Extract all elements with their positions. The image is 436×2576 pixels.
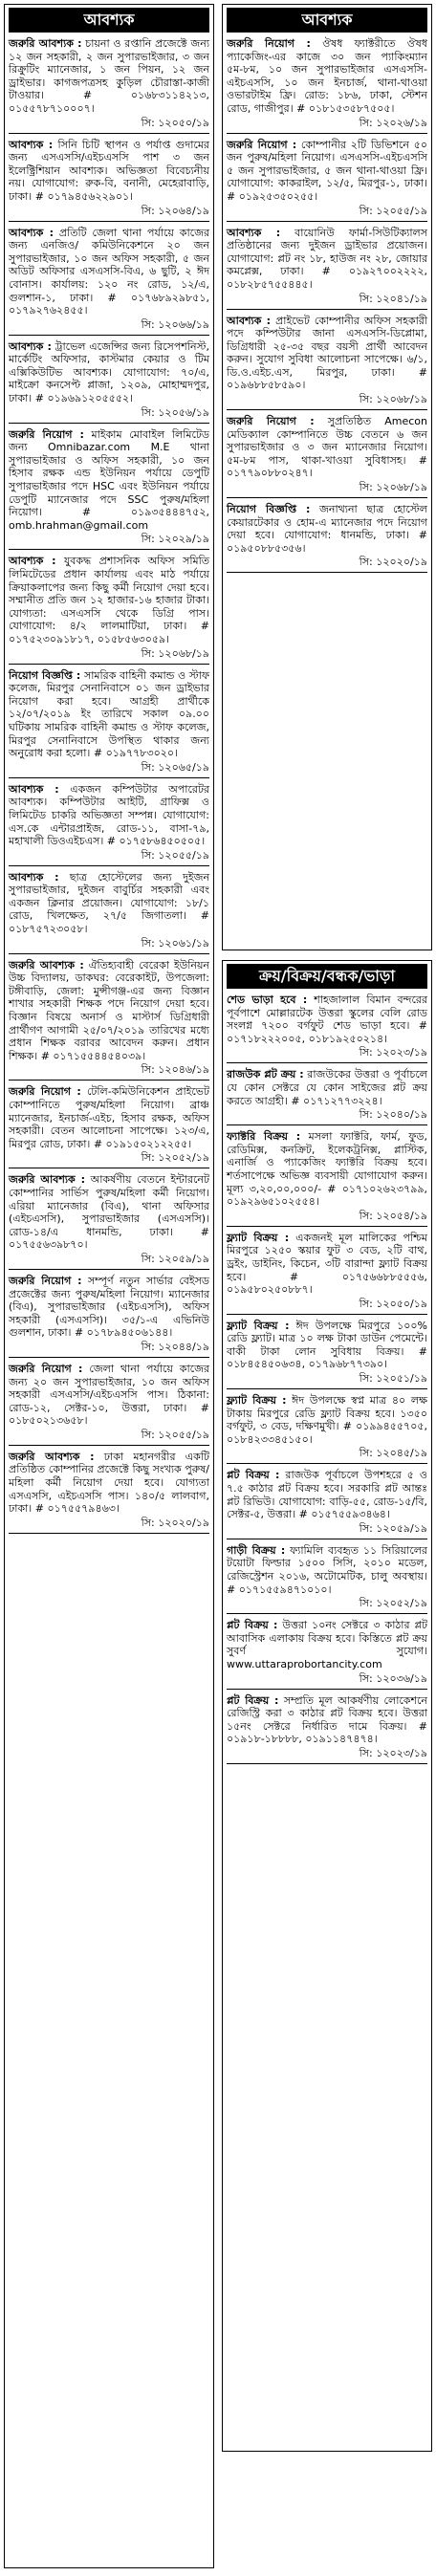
ad-reference-code: সি: ১২০২৩/১৯ <box>359 1746 427 1759</box>
ad-reference-code: সি: ১২০৫৫/১৯ <box>359 204 427 217</box>
ad-divider <box>9 423 209 424</box>
ad-keyword: প্লট বিক্রয় : <box>227 1693 279 1707</box>
classified-ad <box>9 1173 209 1270</box>
ad-text: ঈদ উপলক্ষে স্বপ্ন মাত্র ৪০ লক্ষ টাকায় মিরপুরে রেডি ফ্ল্যাট বিক্রয় হবে। ১৩৫০ বর্গফুট, ৩ বেড, দক্ষিণমুখী। # ০১৯৯৪৫৫৭০৫, ০১৮৪২৩৩৪৫১৫০। <box>227 1394 427 1446</box>
ad-keyword: নিয়োগ বিজ্ঞপ্তি : <box>9 668 81 682</box>
ad-keyword: জরুরি নিয়োগ : <box>9 1085 81 1099</box>
classified-ad <box>9 428 209 551</box>
ad-body <box>227 139 427 204</box>
ad-keyword: জরুরি নিয়োগ : <box>227 138 297 151</box>
ad-divider <box>9 1533 209 1534</box>
classified-ad <box>9 227 209 336</box>
classified-ad <box>227 37 427 134</box>
ad-keyword: জরুরি আবশ্যক : <box>9 1173 86 1187</box>
ad-body <box>227 415 427 480</box>
ad-body <box>227 1544 427 1596</box>
ad-keyword: আবশ্যক : <box>9 339 52 353</box>
ad-reference-code: সি: ১২০২৩/১৯ <box>359 1046 427 1059</box>
classified-ad <box>227 1320 427 1389</box>
left-column <box>4 4 214 2568</box>
ad-reference-code: সি: ১২০৬১/১৯ <box>141 936 209 950</box>
ad-text: জনাথ্যনা ছাত্র হোস্টেল কেয়ারটেকার ও হোম-এ ম্যানেজার পদে নিয়োগ দেয়া হবে। যোগাযোগ: ধানমন্ডি, ঢাকা। # ০১৯৫০৮৮৫৩৫৬। <box>227 503 427 555</box>
ad-divider <box>9 953 209 954</box>
ad-keyword: জরুরি নিয়োগ : <box>227 37 311 50</box>
ad-body <box>227 1130 427 1209</box>
ad-keyword: জরুরি নিয়োগ : <box>227 415 315 428</box>
ad-text: সিনি চিটি স্থাপন ও পর্যাপ্ত গুদামের জন্য এসএসসি/এইচএসসি পাশ ৩ জন ইলেক্ট্রিশিয়ান আবশ্যক। অভিজ্ঞতা বিবেচ্যনীয় নয়। যোগাযোগ: রুক-বি, বনানী, মেহেরাবাড়ি, ঢাকা। # ০১৭৯৪৫৬২২৯০১। <box>9 138 209 203</box>
classified-ad <box>227 993 427 1063</box>
ad-divider <box>9 777 209 778</box>
ad-divider <box>9 221 209 222</box>
ad-reference-code: সি: ১২০৫৯/১৯ <box>359 1521 427 1535</box>
classified-ad <box>9 139 209 222</box>
ad-reference-code: সি: ১২০৩৬/১৯ <box>359 1671 427 1685</box>
ad-reference-code: সি: ১২০৪১/১৯ <box>359 292 427 305</box>
ad-text: ফ্যামিলি ব্যবহৃত ১১ সিরিয়ালের টয়োটা ফিল্ডার ১৫০০ সিসি, ২০১০ মডেল, রেজিস্ট্রেশন ২০১৬, অটোমেটিক, চালু অবস্থায়। # ০১৭১৫৫৯৪৭১০১০। <box>227 1543 427 1596</box>
ad-keyword: আবশ্যক : <box>9 870 59 884</box>
ad-divider <box>227 1226 427 1227</box>
ad-keyword: গাড়ী বিক্রয় : <box>227 1543 286 1557</box>
ad-body <box>9 227 209 317</box>
ad-divider <box>227 1689 427 1690</box>
ad-text: টেলি-কমিউনিকেশন প্রাইভেট কোম্পানিতে পুরুষ/মহিলা নিয়োগ। ব্রাঞ্চ ম্যানেজার, ইনচার্জ-এইচ, হিসাব রক্ষক, অফিস সহকারী। বেতন আলোচনা সাপেক্ষে। ১২৩/এ, মিরপুর রোড, ঢাকা। # ০১৯১৫০২১২২৫৫। <box>9 1085 209 1150</box>
ad-text: শাহজালাল বিমান বন্দরের পূর্বপাশে মোল্লারটেক উত্তরা স্কুলের বেলি রোড সংলগ্ন ৭২০০ বর্গফুট শেড ভাড়া হবে। # ০১৭১৮২২২০০৫, ০১৮১৯২৫০২১৪। <box>227 993 427 1045</box>
ad-reference-code: সি: ১২০৫৫/১৯ <box>141 1428 209 1441</box>
ad-body <box>227 1619 427 1670</box>
ad-divider <box>227 409 427 410</box>
ad-divider <box>227 572 427 573</box>
ad-keyword: জরুরি নিয়োগ : <box>9 1274 82 1287</box>
classified-ad <box>227 1694 427 1764</box>
ad-reference-code: সি: ১২০৫৬/১৯ <box>141 405 209 419</box>
ad-body <box>227 315 427 393</box>
ad-body <box>9 669 209 760</box>
right-top-section-box <box>222 4 432 950</box>
ad-divider <box>9 865 209 866</box>
ad-reference-code: সি: ১২০৬৫/১৯ <box>141 760 209 774</box>
ad-divider <box>227 221 427 222</box>
ad-reference-code: সি: ১২০৫৫/১৯ <box>141 848 209 862</box>
classified-ad <box>227 139 427 222</box>
ad-reference-code: সি: ১২০৪০/১৯ <box>359 1108 427 1122</box>
ad-keyword: আবশ্যক : <box>9 555 56 568</box>
ad-text: সামরিক বাহিনী কমান্ড ও স্টাফ কলেজ, মিরপুর সেনানিবাসে ০১ জন ড্রাইভার নিয়োগ করা হবে। আগ্রহী প্রার্থীকে ১২/০৭/২০১৯ ইং তারিখে সকাল ০৯.০০ ঘটিকায় সামরিক বাহিনী কমান্ড ও স্টাফ কলেজ, মিরপুর সেনানিবাসে উপস্থিত থাকার জন্য অনুরোধ করা হলো। # ০১৯৭৭৮৩০২০। <box>9 668 209 760</box>
ad-text: একজন কম্পিউটার অপারেটর আবশ্যক। কম্পিউটার আইটি, গ্রাফিক্স ও লিমিটেড চাকরি অভিজ্ঞতা সম্পন্ন। যোগাযোগ: এস.কে এন্টারপ্রাইজ, রোড-১১, বাসা-৭৯, মহাখালী ডিওএইচএস। # ০১৭৫৮৬৪৫০৫০৫। <box>9 782 209 848</box>
ad-divider <box>227 1124 427 1125</box>
ad-divider <box>9 664 209 665</box>
ad-text: ঔষধ ফ্যাক্টরীতে ঔষধ প্যাকেজিং-এর কাজে ৩০ জন প্যাকিংম্যান ৫ম-৮ম, ১০ জন সুপারভাইজার এসএসসি-এইচএসসি, ১০ জন ইনচার্জ, থানা-থাওয়া ওভারটাইম ফ্রি। রোড: ১৮৬, ঢাকা, স্টেশন রোড, গাজীপুর। # ০১৮১৫৩৫৮৭৫০৫। <box>227 37 427 115</box>
section-heading: আবশ্যক <box>227 8 427 33</box>
ad-reference-code: সি: ১২০৫১/১৯ <box>359 1372 427 1386</box>
ad-body <box>227 1320 427 1371</box>
ad-list <box>227 993 427 1764</box>
ad-text: ঐতিহ্যবাহী বেরেকা ইউনিয়ন উচ্চ বিদ্যালয়, ডাকঘর: বেরেকাইট, উপজেলা: টঙ্গীবাড়ি, জেলা: মুন্সীগঞ্জ-এর জন্য বিজ্ঞান শাখার সহকারী শিক্ষক পদে নিয়োগ দেয়া হবে। বিজ্ঞান বিষয়ে অনার্স ও মাস্টার্স ডিগ্রিধারী প্রার্থীগণ আগামী ২৫/০৭/২০১৯ তারিখের মধ্যে প্রধান শিক্ষক বরাবর আবেদন করুন। প্রধান শিক্ষক। # ০১৭১৫৫৪৪৫৪০৩৯। <box>9 958 209 1062</box>
ad-keyword: জরুরি আবশ্যক : <box>9 1450 95 1463</box>
classified-ad <box>227 1394 427 1464</box>
ad-divider <box>227 1388 427 1389</box>
ad-text: উত্তরা ১০নং সেক্টরে ৩ কাঠার প্লট আবাসিক এলাকায় বিক্রয় হবে। কিস্তিতে প্লট ক্রয় সুবর্ণ সুযোগ। www.uttaraprobortancity.com <box>227 1619 427 1670</box>
ad-body <box>227 227 427 292</box>
ad-reference-code: সি: ১২০৪৪/১৯ <box>141 1340 209 1353</box>
classified-ad <box>9 959 209 1081</box>
classified-ad <box>227 1130 427 1227</box>
ad-text: ট্রাভেল এজেন্সির জন্য রিসেপশনিস্ট, মার্কেটিং অফিসার, কাস্টমার কেয়ার ও টিম এক্সিকিউটিভ আবশ্যক। যোগাযোগ: ৭০/এ, মাইক্রো কনসেপ্ট প্লাজা, ১২০৯, মোহাম্মদপুর, ঢাকা। # ০১৯৬৯১২০৫৫৫২। <box>9 339 209 405</box>
ad-keyword: আবশ্যক : <box>227 314 272 327</box>
ad-keyword: প্লট বিক্রয় : <box>227 1469 280 1482</box>
ad-divider <box>227 1463 427 1464</box>
ad-keyword: ফ্ল্যাট বিক্রয় : <box>227 1394 287 1408</box>
ad-text: মসলা ফ্যাক্টরি, ফার্ম, ফুড, রেডিমিক্স, কনক্রিট, ইলেকট্রনিক্স, প্লাস্টিক, এনার্জি ও প্যাকেজিং ফ্যাক্টরি বিক্রয় হবে। শর্তসাপেক্ষে অভিজ্ঞ ব্যবসায়ী যোগাযোগ করুন। মূল্য ৩,২০,০০,০০০/- # ০১৭১০২৬২৩৭৯৯, ০১৯২৯৬৫১০২৫৫৪। <box>227 1130 427 1209</box>
ad-reference-code: সি: ১২০৫০/১৯ <box>359 1297 427 1310</box>
classified-ad <box>9 669 209 778</box>
ad-body <box>227 993 427 1045</box>
ad-divider <box>9 133 209 134</box>
classified-ad <box>9 1275 209 1358</box>
ad-reference-code: সি: ১২০৬৮/১৯ <box>359 393 427 406</box>
ad-reference-code: সি: ১২০৬৮/১৯ <box>359 481 427 494</box>
ad-body <box>9 1363 209 1428</box>
ad-body <box>227 1068 427 1107</box>
right-bottom-section-box <box>222 960 432 2452</box>
ad-divider <box>227 1314 427 1315</box>
ad-keyword: ফ্ল্যাট বিক্রয় : <box>227 1319 290 1332</box>
ad-body <box>227 1694 427 1746</box>
classified-ad <box>227 1068 427 1125</box>
ad-text: চায়না ও রপ্তানি প্রজেক্টে জন্য ১২ জন সহকারী, ২ জন সুপারভাইজার, ৩ জন রিক্রুটিং ম্যানেজার, ১ জন পিয়ন, ১২ জন ড্রাইভার। কাগজপত্রসহ কুড়িল চৌরাস্তা-কাজী টাওয়ার। # ০১৬৮৩১১৪২১৩, ০১৫৫৭৮৭১০০০৭। <box>9 37 210 115</box>
ad-text: কোম্পানীর ২টি ডিভিশনে ৫০ জন পুরুষ/মহিলা নিয়োগ। এসএসসি-এইচএসসি ৫ জন সুপারভাইজার, ৫ জন থানা-থাওয়া ফ্রি। যোগাযোগ: কাকরাইল, ১২/৫, মিরপুর-১, ঢাকা। # ০১৯২৫৩৫০২৫৫। <box>227 138 427 203</box>
ad-list <box>227 37 427 573</box>
ad-divider <box>9 549 209 550</box>
classified-ad <box>227 1469 427 1539</box>
ad-text: ঢাকা মহানগরীর একটি প্রতিষ্ঠিত কোম্পানির প্রজেক্টে কিছু সংখ্যক পুরুষ/মহিলা কর্মী নিয়োগ দেয়া হবে। যোগ্যতা এসএসসি, এইচএসসি পাস। ১৪০/৫ লালবাগ, ঢাকা। # ০১৭৫৫৭৯৪৬৩। <box>9 1450 210 1516</box>
ad-divider <box>9 1357 209 1358</box>
ad-keyword: ফ্যাক্টরি বিক্রয় : <box>227 1130 301 1144</box>
ad-reference-code: সি: ১২০৫০/১৯ <box>141 116 209 129</box>
ad-keyword: জরুরি আবশ্যক : <box>9 37 82 50</box>
ad-body <box>9 340 209 405</box>
ad-keyword: আবশ্যক : <box>9 226 54 239</box>
ad-text: একজনই মূল মালিকের পশ্চিম মিরপুরে ১২৫০ স্কয়ার ফুট ৩ বেড, ২টি বাথ, ড্রইং, ডাইনিং, কিচেন, ৩টি বারান্দা ফ্ল্যাট বিক্রয় হবে। # ০১৭৫৬৬৮৮৫৫৫৬, ০১৯৫৮০২৫০৮৮৭। <box>227 1231 427 1297</box>
ad-text: আকর্ষণীয় বেতনে ইন্টারনেট কোম্পানির সার্ভিস পুরুষ/মহিলা কর্মী নিয়োগ। এরিয়া ম্যানেজার (বিএ), থানা অফিসার (এইচএসসি), সুপারভাইজার (এসএসসি)। রোড-১৪/এ ধানমন্ডি, ঢাকা। # ০১৭৫৫৬৩৯৮৭০। <box>9 1173 209 1252</box>
ad-keyword: আবশ্যক : <box>227 226 281 239</box>
ad-reference-code: সি: ১২০৫৪/১৯ <box>359 1209 427 1222</box>
classified-ad <box>9 340 209 424</box>
classified-ad <box>9 37 209 134</box>
ad-body <box>227 1394 427 1446</box>
ad-text: প্রতিটি জেলা থানা পর্যায়ে কাজের জন্য এনজিও/ কমিউনিকেশনে ২০ জন সুপারভাইজার, ১০ জন অফিস সহকারী, ৫ জন অডিট অফিসার এসএসসি-বিএ, ৬ ছুটি, ২ ঈদ বোনাস। কার্যালয়: ১২০ নং রোড, ১২/এ, গুলশান-১, ঢাকা। # ০১৭৬৮৯২৯৮৫১, ০১৭৯২৭৬২৪৫৫। <box>9 226 209 317</box>
ad-divider <box>227 1613 427 1614</box>
ad-body <box>227 1469 427 1520</box>
section-heading: আবশ্যক <box>9 8 209 33</box>
left-section-box <box>4 4 214 2568</box>
classified-ad <box>9 1085 209 1168</box>
ad-reference-code: সি: ১২০৫২/১৯ <box>359 1597 427 1610</box>
classified-ad <box>227 415 427 498</box>
ad-text: ছাত্র হোস্টেলের জন্য দুইজন সুপারভাইজার, দুইজন বাবুর্চির সহকারী এবং একজন ক্লিনার প্রয়োজন। যোগাযোগ: ১৮/১ রোড, খিলক্ষেত, ২৭/৫ জিগাতলা। # ০১৮৭৫৭২৩০৫৮। <box>9 870 210 936</box>
ad-keyword: শেড ভাড়া হবে : <box>227 993 308 1006</box>
ad-reference-code: সি: ১২০৬৪/১৯ <box>141 204 209 217</box>
ad-body <box>9 1451 209 1516</box>
ad-keyword: নিয়োগ বিজ্ঞপ্তি : <box>227 503 311 516</box>
ad-body <box>9 37 209 116</box>
ad-reference-code: সি: ১২০৫৯/১৯ <box>141 1252 209 1265</box>
ad-body <box>227 1232 427 1297</box>
ad-body <box>9 783 209 848</box>
ad-keyword: জরুরি আবশ্যক : <box>9 958 84 971</box>
ad-text: মাইকাম মোবাইল লিমিটেড জন্য Omnibazar.com M.E থানা সুপারভাইজার ও অফিস সহকারী, ১০ জন হিসাব রক্ষক এন্ড ইউনিয়ন পর্যায়ে ডেপুটি সুপারভাইজার পদে HSC এবং ইউনিয়ন পর্যায়ে ডেপুটি ম্যানেজার পদে SSC পুরুষ/মহিলা নিয়োগ। # ০১৯৩৫৪৪৪৭৫২, omb.hrahman@gmail.com <box>9 427 209 532</box>
ad-keyword: রাজউক প্লট ক্রয় : <box>227 1068 304 1081</box>
ad-text: ঈদ উপলক্ষে মিরপুরে ১০০% রেডি ফ্ল্যাট। মাত্র ১০ লক্ষ টাকা ডাউন পেমেন্টে। বাকী টাকা লোন সুবিধায় বিক্রয়। # ০১৮৪৫৪৫০৬৩৪, ০১৭৯৬৮৭৭৩৯০। <box>227 1319 427 1371</box>
ad-body <box>9 1085 209 1150</box>
ad-reference-code: সি: ১২০৪৬/১৯ <box>141 1063 209 1077</box>
ad-divider <box>227 133 427 134</box>
ad-text: প্রাইভেট কোম্পানীর অফিস সহকারী পদে কম্পিউটার জানা এসএসসি-ডিপ্লোমা, ডিগ্রিধারী ২৫-৩৫ বছর বয়সী প্রার্থী আবেদন করুন। সুযোগ সুবিধা আলোচনা সাপেক্ষে। ৬/১, ডি.ও.এইচ.এস, মিরপুর, ঢাকা। # ০১৯৬৮৮৫৮৫৯০। <box>227 314 428 392</box>
ad-reference-code: সি: ১২০৬৬/১৯ <box>141 317 209 331</box>
ad-text: জেলা থানা পর্যায়ে কাজের জন্য ২০ জন সুপারভাইজার, ১০ জন অফিস সহকারী এসএসসি/এইচএসসি পাস। ঠিকানা: রোড-১২, সেক্টর-১০, উত্তরা, ঢাকা। # ০১৮৫০২১৩৬৫৮। <box>9 1362 209 1428</box>
ad-body <box>9 1173 209 1252</box>
classified-ad <box>9 783 209 866</box>
ad-divider <box>9 1445 209 1446</box>
classified-ad <box>9 1363 209 1446</box>
ad-body <box>227 37 427 116</box>
ad-body <box>9 959 209 1063</box>
section-heading: ক্রয়/বিক্রয়/বন্ধক/ভাড়া <box>227 964 427 989</box>
ad-keyword: জরুরি নিয়োগ : <box>9 1362 83 1375</box>
classified-ad <box>227 1619 427 1689</box>
ad-reference-code: সি: ১২০৪৫/১৯ <box>359 1447 427 1460</box>
ad-keyword: ফ্ল্যাট বিক্রয় : <box>227 1231 290 1244</box>
ad-text: সম্পূর্ণ নতুন সার্ভার বেইসড প্রজেক্টের জন্য পুরুষ/মহিলা নিয়োগ। ম্যানেজার (বিএ), সুপারভাইজার (এইচএসসি), অফিস সহকারী (এসএসসি)। ৩৫/১-এ এভিনিউ গুলশান, ঢাকা। # ০১৭৮৯৪৫০৬১৪৪। <box>9 1274 209 1340</box>
ad-keyword: আবশ্যক : <box>9 138 54 151</box>
ad-divider <box>227 497 427 498</box>
ad-divider <box>9 335 209 336</box>
ad-body <box>9 1275 209 1340</box>
classified-ad <box>9 871 209 954</box>
ad-body <box>9 555 209 645</box>
ad-divider <box>227 309 427 310</box>
ad-text: যুবকদ্ধ প্রশাসনিক অফিস সমিতি লিমিটেডের প্রধান কার্যালয় এবং মাঠ পর্যায়ে ক্রিয়াকলাপের জন্য কিছু কর্মী নিয়োগ দেয়া হবে। সম্মানীত প্রতি জন ১২ হাজার-১৬ হাজার টাকা। যোগ্যতা: এসএসসি থেকে ডিগ্রি পাস। যোগাযোগ: ৪/২ লালমাটিয়া, ঢাকা। # ০১৭৫২৩০৯১৮১৭, ০১৫৮৫৬৩০৫৯। <box>9 555 210 645</box>
ad-reference-code: সি: ১২০৫২/১৯ <box>141 1151 209 1165</box>
ad-list <box>9 37 209 1534</box>
ad-keyword: আবশ্যক : <box>9 782 59 796</box>
ad-body <box>9 139 209 204</box>
ad-keyword: প্লট বিক্রয় : <box>227 1619 278 1632</box>
classified-ad <box>227 227 427 310</box>
ad-body <box>9 871 209 936</box>
classified-ad <box>9 1451 209 1534</box>
ad-divider <box>9 1269 209 1270</box>
ad-body <box>9 428 209 533</box>
ad-body <box>227 503 427 555</box>
ad-reference-code: সি: ১২০২৯/১৯ <box>141 533 209 546</box>
ad-text: রাজউক পূর্বাচলে উপশহরে ৫ ও ৭.৫ কাঠার প্লট বিক্রয় হবে। সরকারি প্লট আন্তঃ প্লট রিভিউ। যোগাযোগ: বাড়ি-৫৫, রোড-১৫/বি, সেক্টর-৫, উত্তরা। # ০১৫৭৫৫৯৩৪৬৪। <box>227 1469 427 1521</box>
ad-reference-code: সি: ১২০২০/১৯ <box>359 556 427 569</box>
ad-divider <box>227 1763 427 1764</box>
ad-keyword: জরুরি নিয়োগ : <box>9 427 84 441</box>
ad-text: রাজউকের উত্তরা ও পূর্বাচলে যে কোন সেক্টরে যে কোন সাইজের প্লট ক্রয় করতে আগ্রহী। # ০১৭১২৭৭৩২২৪। <box>227 1068 427 1107</box>
ad-divider <box>227 1062 427 1063</box>
ad-reference-code: সি: ১২০২৬/১৯ <box>359 116 427 129</box>
classified-ad <box>227 1544 427 1614</box>
ad-text: সম্প্রতি মূল আকর্ষণীয় লোকেশনে রেজিস্ট্রি করা ৩ কাঠার প্লট বিক্রয় হবে। উত্তরা ১৫নং সেক্টরে নির্ধারিত দামে বিক্রয়। # ০১৯১৮-১৮৮৮৮, ০১৯১১৪৭৪৭৪। <box>227 1693 427 1746</box>
classified-ad <box>227 1232 427 1315</box>
right-column <box>222 4 432 2452</box>
ad-text: বায়োনিউ ফার্মা-সিউটিক্যালস প্রতিষ্ঠানের জন্য দুইজন ড্রাইভার প্রয়োজন। যোগাযোগ: প্লট নং ১৮, হাউজ নং ২৮, জোয়ার কমপ্লেক্স, ঢাকা। # ০১৯২৭০০২২২২, ০১৮২৮৫৭৫৫৪৪৫। <box>227 226 427 291</box>
ad-reference-code: সি: ১২০৬৮/১৯ <box>141 646 209 660</box>
ad-text: সুপ্রতিষ্ঠিত Amecon মেডিক্যাল কোম্পানিতে উচ্চ বেতনে ৬ জন সুপারভাইজার ও ৩ জন ম্যানেজার নিয়োগ। ৫ম-৮ম পাস, থাকা-খাওয়া সুবিধাসহ। # ০১৭৭৯০৮৮০২৪৭। <box>227 415 427 480</box>
classified-ad <box>227 315 427 411</box>
ad-reference-code: সি: ১২০২০/১৯ <box>141 1516 209 1529</box>
ad-divider <box>9 1080 209 1081</box>
classified-ad <box>227 503 427 573</box>
classified-ad <box>9 555 209 664</box>
